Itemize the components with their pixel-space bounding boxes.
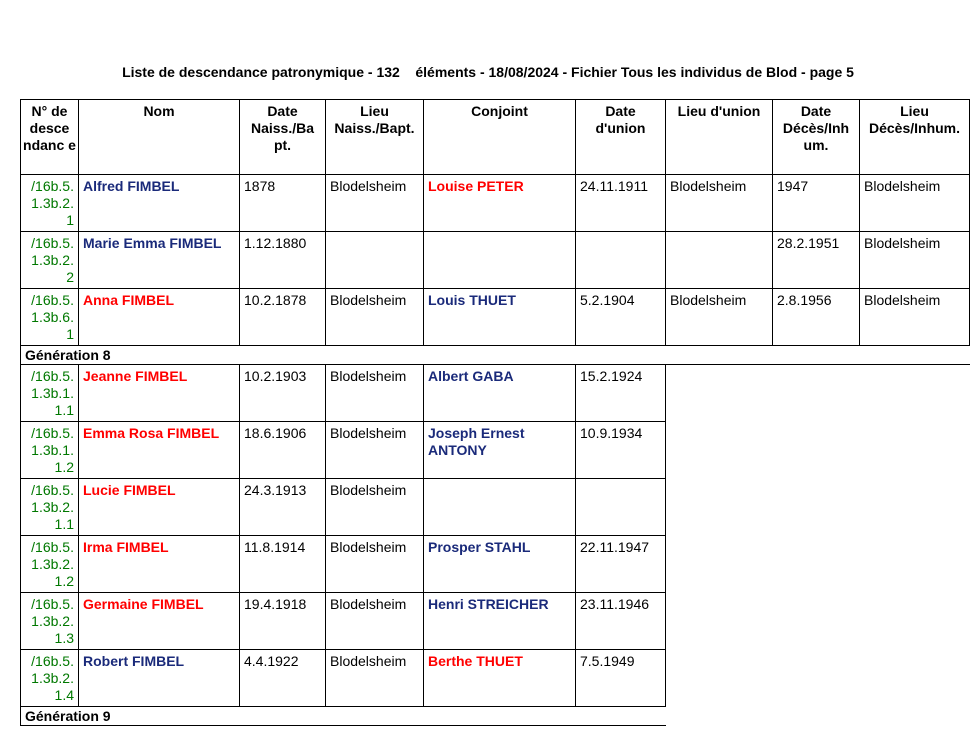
header-lieu-deces: Lieu Décès/Inhum. bbox=[860, 100, 970, 175]
page-title: Liste de descendance patronymique - 132 éléments - 18/08/2024 - Fichier Tous les individus de Blod - page 5 bbox=[122, 64, 854, 80]
row-lieu-union bbox=[666, 232, 773, 289]
table-row bbox=[21, 232, 970, 289]
empty-space bbox=[666, 422, 970, 479]
header-date-deces: Date Décès/Inh um. bbox=[773, 100, 860, 175]
row-date-naiss: 19.4.1918 bbox=[240, 593, 326, 650]
row-date-naiss: 4.4.1922 bbox=[240, 650, 326, 707]
generation-label: Génération 9 bbox=[21, 707, 666, 726]
empty-space bbox=[666, 707, 970, 726]
row-lieu-naiss: Blodelsheim bbox=[326, 650, 424, 707]
row-lieu-deces: Blodelsheim bbox=[860, 175, 970, 232]
row-conjoint bbox=[424, 479, 576, 536]
generation-label: Génération 8 bbox=[21, 346, 970, 365]
row-num: /16b.5. 1.3b.2. 1.1 bbox=[21, 479, 79, 536]
empty-space bbox=[666, 593, 970, 650]
descendance-table bbox=[20, 99, 970, 726]
row-num: /16b.5. 1.3b.1. 1.1 bbox=[21, 365, 79, 422]
row-nom: Germaine FIMBEL bbox=[79, 593, 240, 650]
row-nom: Alfred FIMBEL bbox=[79, 175, 240, 232]
row-lieu-naiss: Blodelsheim bbox=[326, 422, 424, 479]
row-date-naiss: 11.8.1914 bbox=[240, 536, 326, 593]
row-nom: Robert FIMBEL bbox=[79, 650, 240, 707]
row-conjoint: Berthe THUET bbox=[424, 650, 576, 707]
row-num: /16b.5. 1.3b.6. 1 bbox=[21, 289, 79, 346]
row-nom: Lucie FIMBEL bbox=[79, 479, 240, 536]
table-row bbox=[21, 365, 970, 422]
row-conjoint: Prosper STAHL bbox=[424, 536, 576, 593]
row-num: /16b.5. 1.3b.2. 2 bbox=[21, 232, 79, 289]
generation-row bbox=[21, 346, 970, 365]
row-conjoint: Louise PETER bbox=[424, 175, 576, 232]
row-nom: Irma FIMBEL bbox=[79, 536, 240, 593]
row-date-union: 15.2.1924 bbox=[576, 365, 666, 422]
row-num: /16b.5. 1.3b.2. 1 bbox=[21, 175, 79, 232]
row-num: /16b.5. 1.3b.2. 1.2 bbox=[21, 536, 79, 593]
row-lieu-naiss: Blodelsheim bbox=[326, 479, 424, 536]
row-conjoint bbox=[424, 232, 576, 289]
header-lieu-naiss: Lieu Naiss./Bapt. bbox=[326, 100, 424, 175]
row-nom: Jeanne FIMBEL bbox=[79, 365, 240, 422]
row-lieu-naiss: Blodelsheim bbox=[326, 175, 424, 232]
row-date-naiss: 10.2.1903 bbox=[240, 365, 326, 422]
row-date-naiss: 24.3.1913 bbox=[240, 479, 326, 536]
row-num: /16b.5. 1.3b.2. 1.4 bbox=[21, 650, 79, 707]
row-nom: Marie Emma FIMBEL bbox=[79, 232, 240, 289]
row-date-naiss: 1878 bbox=[240, 175, 326, 232]
row-lieu-naiss: Blodelsheim bbox=[326, 289, 424, 346]
row-lieu-deces: Blodelsheim bbox=[860, 289, 970, 346]
row-date-deces: 1947 bbox=[773, 175, 860, 232]
table-row bbox=[21, 175, 970, 232]
row-date-deces: 28.2.1951 bbox=[773, 232, 860, 289]
row-nom: Anna FIMBEL bbox=[79, 289, 240, 346]
header-date-union: Date d'union bbox=[576, 100, 666, 175]
empty-space bbox=[666, 650, 970, 707]
table-row bbox=[21, 422, 970, 479]
row-date-naiss: 1.12.1880 bbox=[240, 232, 326, 289]
row-lieu-union: Blodelsheim bbox=[666, 175, 773, 232]
row-conjoint: Joseph Ernest ANTONY bbox=[424, 422, 576, 479]
row-date-union: 22.11.1947 bbox=[576, 536, 666, 593]
row-lieu-deces: Blodelsheim bbox=[860, 232, 970, 289]
empty-space bbox=[666, 479, 970, 536]
row-lieu-naiss: Blodelsheim bbox=[326, 365, 424, 422]
table-row bbox=[21, 650, 970, 707]
row-date-union: 23.11.1946 bbox=[576, 593, 666, 650]
table-row bbox=[21, 593, 970, 650]
header-lieu-union: Lieu d'union bbox=[666, 100, 773, 175]
row-num: /16b.5. 1.3b.1. 1.2 bbox=[21, 422, 79, 479]
header-num: N° de desce ndanc e bbox=[21, 100, 79, 175]
row-date-union: 7.5.1949 bbox=[576, 650, 666, 707]
row-date-naiss: 18.6.1906 bbox=[240, 422, 326, 479]
row-date-naiss: 10.2.1878 bbox=[240, 289, 326, 346]
header-row bbox=[21, 100, 970, 175]
row-lieu-union: Blodelsheim bbox=[666, 289, 773, 346]
row-num: /16b.5. 1.3b.2. 1.3 bbox=[21, 593, 79, 650]
row-date-deces: 2.8.1956 bbox=[773, 289, 860, 346]
empty-space bbox=[666, 365, 970, 422]
row-conjoint: Henri STREICHER bbox=[424, 593, 576, 650]
header-date-naiss: Date Naiss./Ba pt. bbox=[240, 100, 326, 175]
row-date-union: 5.2.1904 bbox=[576, 289, 666, 346]
table-row bbox=[21, 536, 970, 593]
row-lieu-naiss: Blodelsheim bbox=[326, 593, 424, 650]
row-date-union: 10.9.1934 bbox=[576, 422, 666, 479]
table-row bbox=[21, 479, 970, 536]
row-date-union: 24.11.1911 bbox=[576, 175, 666, 232]
empty-space bbox=[666, 536, 970, 593]
row-conjoint: Louis THUET bbox=[424, 289, 576, 346]
row-conjoint: Albert GABA bbox=[424, 365, 576, 422]
row-date-union bbox=[576, 232, 666, 289]
row-date-union bbox=[576, 479, 666, 536]
table-row bbox=[21, 289, 970, 346]
row-nom: Emma Rosa FIMBEL bbox=[79, 422, 240, 479]
generation-row bbox=[21, 707, 970, 726]
header-nom: Nom bbox=[79, 100, 240, 175]
row-lieu-naiss: Blodelsheim bbox=[326, 536, 424, 593]
header-conjoint: Conjoint bbox=[424, 100, 576, 175]
row-lieu-naiss bbox=[326, 232, 424, 289]
